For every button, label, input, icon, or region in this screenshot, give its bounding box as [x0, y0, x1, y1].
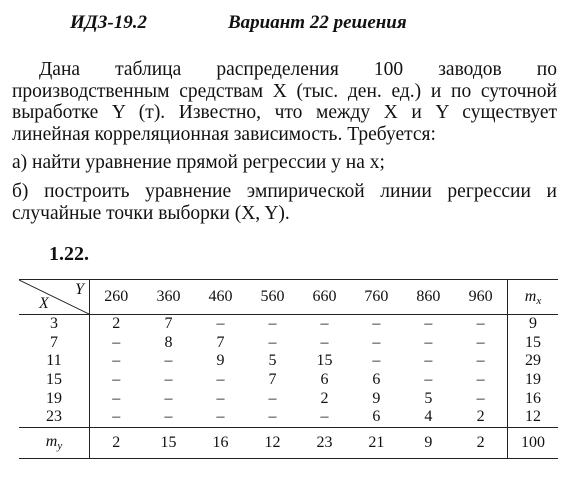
freq-cell: –: [112, 371, 121, 389]
freq-cell: 9: [216, 352, 225, 370]
freq-cell: 8: [164, 333, 173, 351]
freq-cell: 6: [320, 371, 329, 389]
x-value-cell: 7: [19, 334, 90, 353]
freq-cell: –: [112, 389, 121, 407]
x-axis-label: X: [39, 295, 49, 312]
freq-cell: 9: [372, 389, 381, 407]
freq-cell: –: [216, 408, 225, 426]
y-header-cell: 760: [350, 280, 402, 315]
task-b: б) построить уравнение эмпирической линии регрессии и случайные точки выборки (X, Y).: [12, 181, 557, 224]
freq-cell: –: [424, 352, 433, 370]
table-row: [19, 371, 558, 390]
freq-cell: –: [112, 352, 121, 370]
freq-cell: –: [216, 389, 225, 407]
freq-cell: 6: [372, 371, 381, 389]
x-value-cell: 3: [19, 315, 90, 334]
my-value-cell: 15: [143, 427, 195, 458]
freq-cell: –: [476, 315, 485, 333]
my-value-cell: 23: [298, 427, 350, 458]
table-header-row: [19, 280, 558, 315]
document-header: [70, 12, 550, 40]
freq-cell: –: [476, 333, 485, 351]
table-row: [19, 334, 558, 353]
mx-value-cell: 29: [508, 352, 559, 371]
my-value-cell: 12: [246, 427, 298, 458]
freq-cell: 7: [268, 371, 277, 389]
freq-cell: 7: [164, 315, 173, 333]
variant-title: Вариант 22 решения: [228, 12, 407, 33]
freq-cell: –: [372, 352, 381, 370]
freq-cell: –: [216, 371, 225, 389]
y-header-cell: 460: [195, 280, 247, 315]
freq-cell: –: [268, 315, 277, 333]
freq-cell: –: [164, 389, 173, 407]
freq-cell: –: [112, 408, 121, 426]
mx-value-cell: 16: [508, 389, 559, 408]
y-header-cell: 360: [143, 280, 195, 315]
section-label: 1.22.: [49, 243, 89, 265]
assignment-code: ИДЗ-19.2: [70, 12, 148, 33]
x-value-cell: 23: [19, 408, 90, 427]
freq-cell: –: [476, 389, 485, 407]
problem-statement: Дана таблица распределения 100 заводов по производственным средствам X (тыс. ден. ед.) и по суточной выработке Y (т). Известно, что между X и Y существует линейная корреляционная зависимость. Требуется:: [12, 59, 557, 145]
x-value-cell: 11: [19, 352, 90, 371]
y-header-cell: 960: [454, 280, 507, 315]
freq-cell: 5: [268, 352, 277, 370]
freq-cell: 15: [316, 352, 333, 370]
y-header-cell: 560: [246, 280, 298, 315]
corner-cell: [19, 280, 90, 315]
total-cell: 100: [508, 427, 559, 458]
freq-cell: 2: [476, 408, 485, 426]
freq-cell: –: [268, 389, 277, 407]
freq-cell: –: [424, 333, 433, 351]
table-row: [19, 315, 558, 334]
freq-cell: 6: [372, 408, 381, 426]
x-value-cell: 19: [19, 389, 90, 408]
table-row: [19, 408, 558, 427]
mx-value-cell: 12: [508, 408, 559, 427]
mx-value-cell: 15: [508, 334, 559, 353]
freq-cell: –: [112, 333, 121, 351]
my-value-cell: 16: [195, 427, 247, 458]
freq-cell: 7: [216, 333, 225, 351]
my-value-cell: 2: [454, 427, 507, 458]
freq-cell: 4: [424, 408, 433, 426]
freq-cell: –: [164, 352, 173, 370]
y-header-cell: 860: [402, 280, 454, 315]
freq-cell: –: [476, 352, 485, 370]
freq-cell: –: [372, 315, 381, 333]
y-axis-label: Y: [75, 281, 84, 298]
freq-cell: –: [476, 371, 485, 389]
freq-cell: –: [424, 371, 433, 389]
freq-cell: –: [320, 315, 329, 333]
freq-cell: 2: [112, 315, 121, 333]
y-header-cell: 660: [298, 280, 350, 315]
freq-cell: –: [424, 315, 433, 333]
freq-cell: –: [164, 408, 173, 426]
freq-cell: –: [216, 315, 225, 333]
freq-cell: –: [320, 408, 329, 426]
freq-cell: 5: [424, 389, 433, 407]
freq-cell: –: [164, 371, 173, 389]
freq-cell: –: [320, 333, 329, 351]
freq-cell: 2: [320, 389, 329, 407]
freq-cell: –: [372, 333, 381, 351]
x-value-cell: 15: [19, 371, 90, 390]
mx-value-cell: 19: [508, 371, 559, 390]
task-a: а) найти уравнение прямой регрессии y на x;: [12, 152, 385, 173]
my-value-cell: 2: [90, 427, 143, 458]
my-value-cell: 21: [350, 427, 402, 458]
freq-cell: –: [268, 408, 277, 426]
y-header-cell: 260: [90, 280, 143, 315]
table-row: [19, 389, 558, 408]
mx-value-cell: 9: [508, 315, 559, 334]
distribution-table: [19, 279, 558, 459]
my-label-cell: $m_y$: [19, 427, 90, 458]
my-totals-row: [19, 427, 558, 458]
mx-header-cell: $m_x$: [508, 280, 559, 315]
freq-cell: –: [268, 333, 277, 351]
my-value-cell: 9: [402, 427, 454, 458]
table-row: [19, 352, 558, 371]
